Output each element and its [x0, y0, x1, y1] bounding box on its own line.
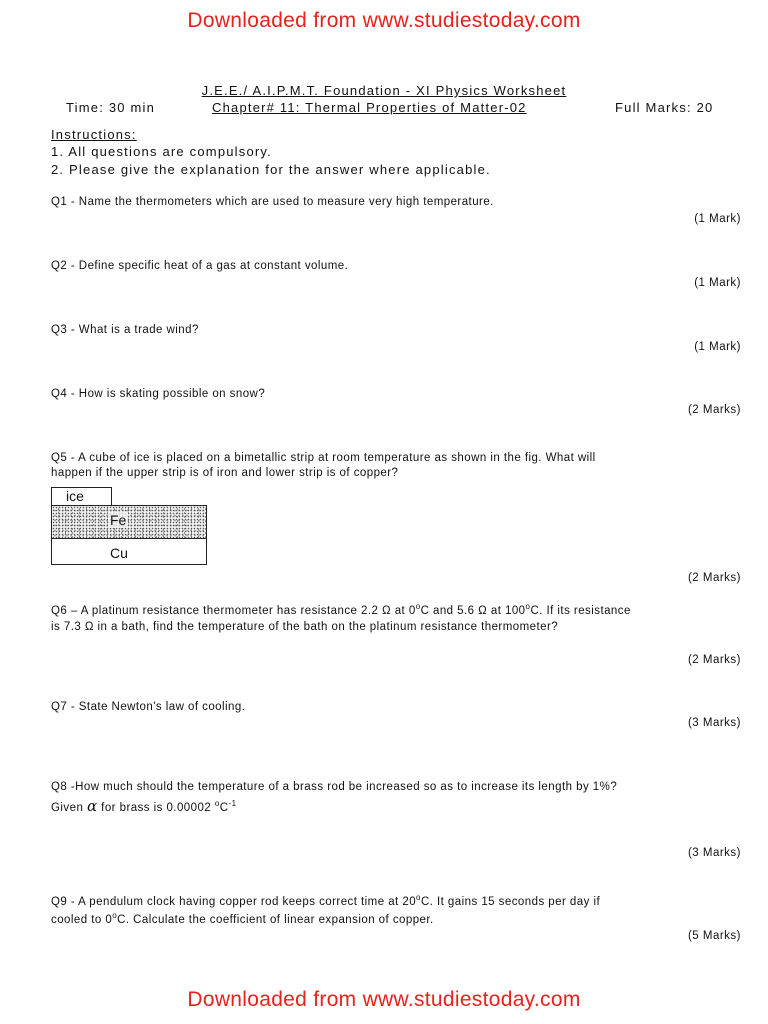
- question-8-line-2-b: for brass is 0.00002: [97, 802, 215, 814]
- inverse-superscript: -1: [228, 799, 237, 808]
- question-9-line-2-a: cooled to 0: [51, 914, 113, 926]
- question-8-line-1: Q8 -How much should the temperature of a brass rod be increased so as to increase its length by 1%?: [51, 781, 618, 793]
- ice-label: ice: [66, 488, 84, 504]
- cu-label: Cu: [110, 545, 128, 561]
- instructions-heading: Instructions:: [51, 127, 137, 142]
- question-1-marks: (1 Mark): [694, 213, 741, 225]
- ice-cube: [51, 487, 112, 506]
- question-3-text: Q3 - What is a trade wind?: [51, 324, 199, 336]
- chapter-title: Chapter# 11: Thermal Properties of Matter-02: [212, 100, 527, 115]
- question-6-line-1-c: C. If its resistance: [530, 605, 631, 617]
- question-7-marks: (3 Marks): [687, 717, 741, 729]
- iron-strip: [51, 505, 207, 539]
- fe-label: Fe: [110, 512, 127, 528]
- download-banner-bottom: Downloaded from www.studiestoday.com: [187, 988, 581, 1011]
- time-label: Time: 30 min: [66, 100, 156, 115]
- question-9-line-1: [51, 893, 601, 908]
- degree-sign: o: [416, 893, 421, 902]
- degree-sign: o: [415, 602, 421, 611]
- question-1-text: Q1 - Name the thermometers which are used to measure very high temperature.: [51, 196, 494, 208]
- question-8-line-2-c: C: [219, 802, 229, 814]
- question-9-marks: (5 Marks): [687, 930, 741, 942]
- copper-strip: [51, 538, 207, 565]
- question-9-line-1-a: Q9 - A pendulum clock having copper rod keeps correct time at 20: [51, 896, 417, 908]
- question-6-marks: (2 Marks): [687, 654, 741, 666]
- alpha-symbol: α: [86, 797, 98, 815]
- question-8-line-2-a: Given: [51, 802, 87, 814]
- question-5-line-2: happen if the upper strip is of iron and lower strip is of copper?: [51, 467, 399, 479]
- worksheet-title: [0, 83, 768, 98]
- question-9-line-2: [51, 911, 434, 926]
- question-2-text: Q2 - Define specific heat of a gas at constant volume.: [51, 260, 349, 272]
- full-marks-label: Full Marks: 20: [615, 100, 714, 115]
- download-banner-top: Downloaded from www.studiestoday.com: [187, 9, 581, 32]
- question-6-line-1: [51, 602, 631, 617]
- question-4-text: Q4 - How is skating possible on snow?: [51, 388, 266, 400]
- instruction-item-1: 1. All questions are compulsory.: [51, 144, 272, 159]
- question-3-marks: (1 Mark): [694, 341, 741, 353]
- question-5-marks: (2 Marks): [687, 572, 741, 584]
- question-6-line-1-b: C and 5.6 Ω at 100: [420, 605, 526, 617]
- degree-sign: o: [525, 602, 531, 611]
- instruction-item-2: 2. Please give the explanation for the answer where applicable.: [51, 162, 491, 177]
- question-6-line-1-a: Q6 – A platinum resistance thermometer has resistance 2.2 Ω at 0: [51, 605, 416, 617]
- question-9-line-1-b: C. It gains 15 seconds per day if: [420, 896, 601, 908]
- worksheet-title-text: J.E.E./ A.I.P.M.T. Foundation - XI Physics Worksheet: [201, 83, 567, 98]
- question-6-line-2: is 7.3 Ω in a bath, find the temperature of the bath on the platinum resistance thermometer?: [51, 621, 559, 633]
- question-8-marks: (3 Marks): [687, 847, 741, 859]
- degree-sign: o: [214, 799, 220, 808]
- question-4-marks: (2 Marks): [687, 404, 741, 416]
- question-7-text: Q7 - State Newton's law of cooling.: [51, 701, 246, 713]
- question-5-line-1: Q5 - A cube of ice is placed on a bimetallic strip at room temperature as shown in the fig. What will: [51, 452, 596, 464]
- question-2-marks: (1 Mark): [694, 277, 741, 289]
- degree-sign: o: [112, 911, 118, 920]
- question-8-line-2: [51, 797, 237, 815]
- question-9-line-2-b: C. Calculate the coefficient of linear expansion of copper.: [117, 914, 434, 926]
